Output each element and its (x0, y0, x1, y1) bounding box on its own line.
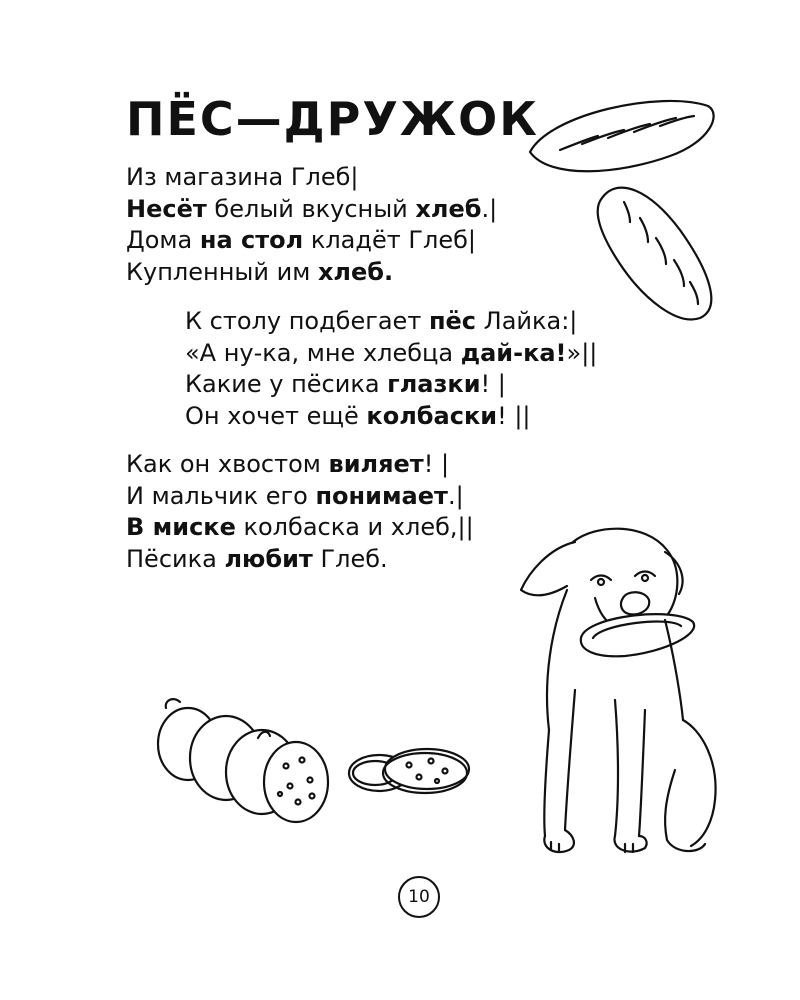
line-text: белый вкусный (206, 194, 416, 223)
sausage-slices-illustration (345, 745, 475, 801)
bold-word: любит (224, 544, 313, 573)
poem-line (185, 401, 597, 433)
bold-word: дай-ка! (460, 338, 567, 367)
poem-line (126, 162, 497, 194)
line-text: Как он хвостом (126, 450, 329, 478)
bold-word: понимает (315, 481, 448, 510)
poem-line (126, 512, 474, 544)
line-text: «А ну-ка, мне хлебца (185, 338, 461, 367)
line-text: колбаска и хлеб,|| (235, 513, 474, 541)
line-text: И мальчик его (126, 481, 316, 510)
poem-line (126, 544, 474, 576)
poem-line (126, 481, 474, 513)
line-text: К столу подбегает (185, 307, 429, 335)
line-text: Он хочет ещё (185, 401, 367, 430)
bold-word: хлеб (415, 194, 482, 223)
stanza-3 (126, 449, 474, 575)
poem-line (126, 194, 497, 226)
bold-word: пёс (428, 307, 477, 335)
line-text: .| (481, 194, 498, 223)
line-text: Лайка:| (476, 307, 578, 335)
line-text: Купленный им (126, 257, 318, 286)
poem-line (185, 338, 597, 370)
line-text: кладёт Глеб| (303, 226, 476, 254)
sausage-illustration (150, 690, 340, 820)
line-text: Глеб. (312, 544, 388, 573)
bold-word: виляет (328, 450, 424, 478)
line-text: .| (447, 481, 464, 510)
bold-word: Несёт (126, 194, 207, 223)
bold-word: В миске (126, 513, 236, 541)
line-text: Пёсика (126, 544, 225, 573)
bold-word: глазки (387, 370, 481, 398)
poem-line (126, 449, 474, 481)
bold-word: колбаски (366, 401, 498, 430)
poem-line (185, 306, 597, 338)
poem-line (185, 369, 597, 401)
stanza-2 (185, 306, 597, 432)
line-text: ! | (423, 450, 450, 478)
line-text: ! || (497, 401, 531, 430)
poem-line (126, 257, 497, 289)
stanza-1 (126, 162, 497, 288)
page-number: 10 (398, 876, 440, 918)
line-text: Дома (126, 226, 200, 254)
line-text: »|| (566, 338, 598, 367)
bread-loaf-illustration (520, 92, 720, 182)
dog-with-bowl-illustration (515, 520, 725, 870)
line-text: Какие у пёсика (185, 370, 388, 398)
page-title: ПЁС—ДРУЖОК (126, 92, 539, 146)
poem-line (126, 225, 497, 257)
line-text: ! | (480, 370, 506, 398)
bread-loaf-diagonal-illustration (588, 180, 728, 326)
bold-word: хлеб. (317, 257, 394, 286)
line-text: Из магазина Глеб| (126, 163, 359, 191)
bold-word: на стол (199, 226, 304, 254)
